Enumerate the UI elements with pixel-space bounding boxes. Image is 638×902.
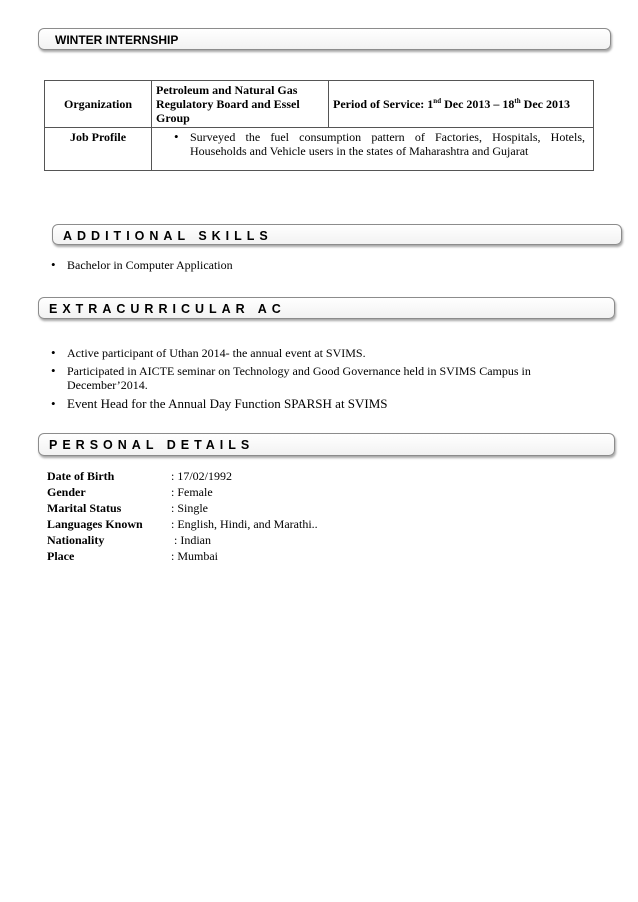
period-start-sup: nd [433, 96, 442, 105]
detail-label: Gender [47, 485, 86, 499]
internship-table [44, 80, 594, 171]
winter-internship-heading-text: WINTER INTERNSHIP [55, 33, 179, 47]
detail-label: Nationality [47, 533, 105, 547]
extracurricular-item-text: Active participant of Uthan 2014- the annual event at SVIMS. [67, 346, 366, 360]
list-item [33, 346, 558, 360]
job-profile-cell [152, 128, 594, 171]
detail-value: : English, Hindi, and Marathi.. [171, 517, 318, 531]
extracurricular-item-text: Event Head for the Annual Day Function SPARSH at SVIMS [67, 396, 388, 411]
list-item [33, 258, 593, 272]
extracurricular-list [33, 346, 558, 412]
period-prefix: Period of Service: 1 [333, 96, 434, 111]
list-item [156, 130, 589, 158]
winter-internship-heading [38, 28, 611, 50]
detail-value: : 17/02/1992 [171, 469, 233, 483]
table-row [45, 81, 594, 128]
additional-skills-list [33, 258, 593, 272]
period-mid: Dec 2013 – 18 [441, 96, 515, 111]
list-item [33, 396, 558, 412]
extracurricular-heading [38, 297, 615, 319]
job-profile-label: Job Profile [45, 128, 152, 171]
period-end-sup: th [514, 96, 521, 105]
period-suffix: Dec 2013 [520, 96, 570, 111]
personal-details-heading-text: PERSONAL DETAILS [49, 438, 255, 452]
table-row [45, 128, 594, 171]
detail-label: Date of Birth [47, 469, 115, 483]
detail-value: : Female [171, 485, 213, 499]
additional-skills-heading [52, 224, 622, 245]
detail-label: Place [47, 549, 75, 563]
detail-value: : Single [171, 501, 209, 515]
detail-label: Marital Status [47, 501, 122, 515]
personal-details-heading [38, 433, 615, 456]
detail-value: : Indian [171, 533, 211, 547]
skill-text: Bachelor in Computer Application [67, 258, 233, 272]
organization-value: Petroleum and Natural Gas Regulatory Board and Essel Group [152, 81, 329, 128]
detail-label: Languages Known [47, 517, 143, 531]
extracurricular-heading-text: EXTRACURRICULAR AC [49, 302, 286, 316]
organization-label: Organization [45, 81, 152, 128]
period-of-service [329, 81, 594, 128]
list-item [33, 364, 558, 392]
detail-value: : Mumbai [171, 549, 218, 563]
job-profile-value: Surveyed the fuel consumption pattern of Factories, Hospitals, Hotels, Households and Vehicle users in the states of Maharashtra and Gujarat [190, 130, 585, 158]
extracurricular-item-text: Participated in AICTE seminar on Technology and Good Governance held in SVIMS Campus in December’2014. [67, 364, 531, 392]
additional-skills-heading-text: ADDITIONAL SKILLS [63, 229, 273, 243]
